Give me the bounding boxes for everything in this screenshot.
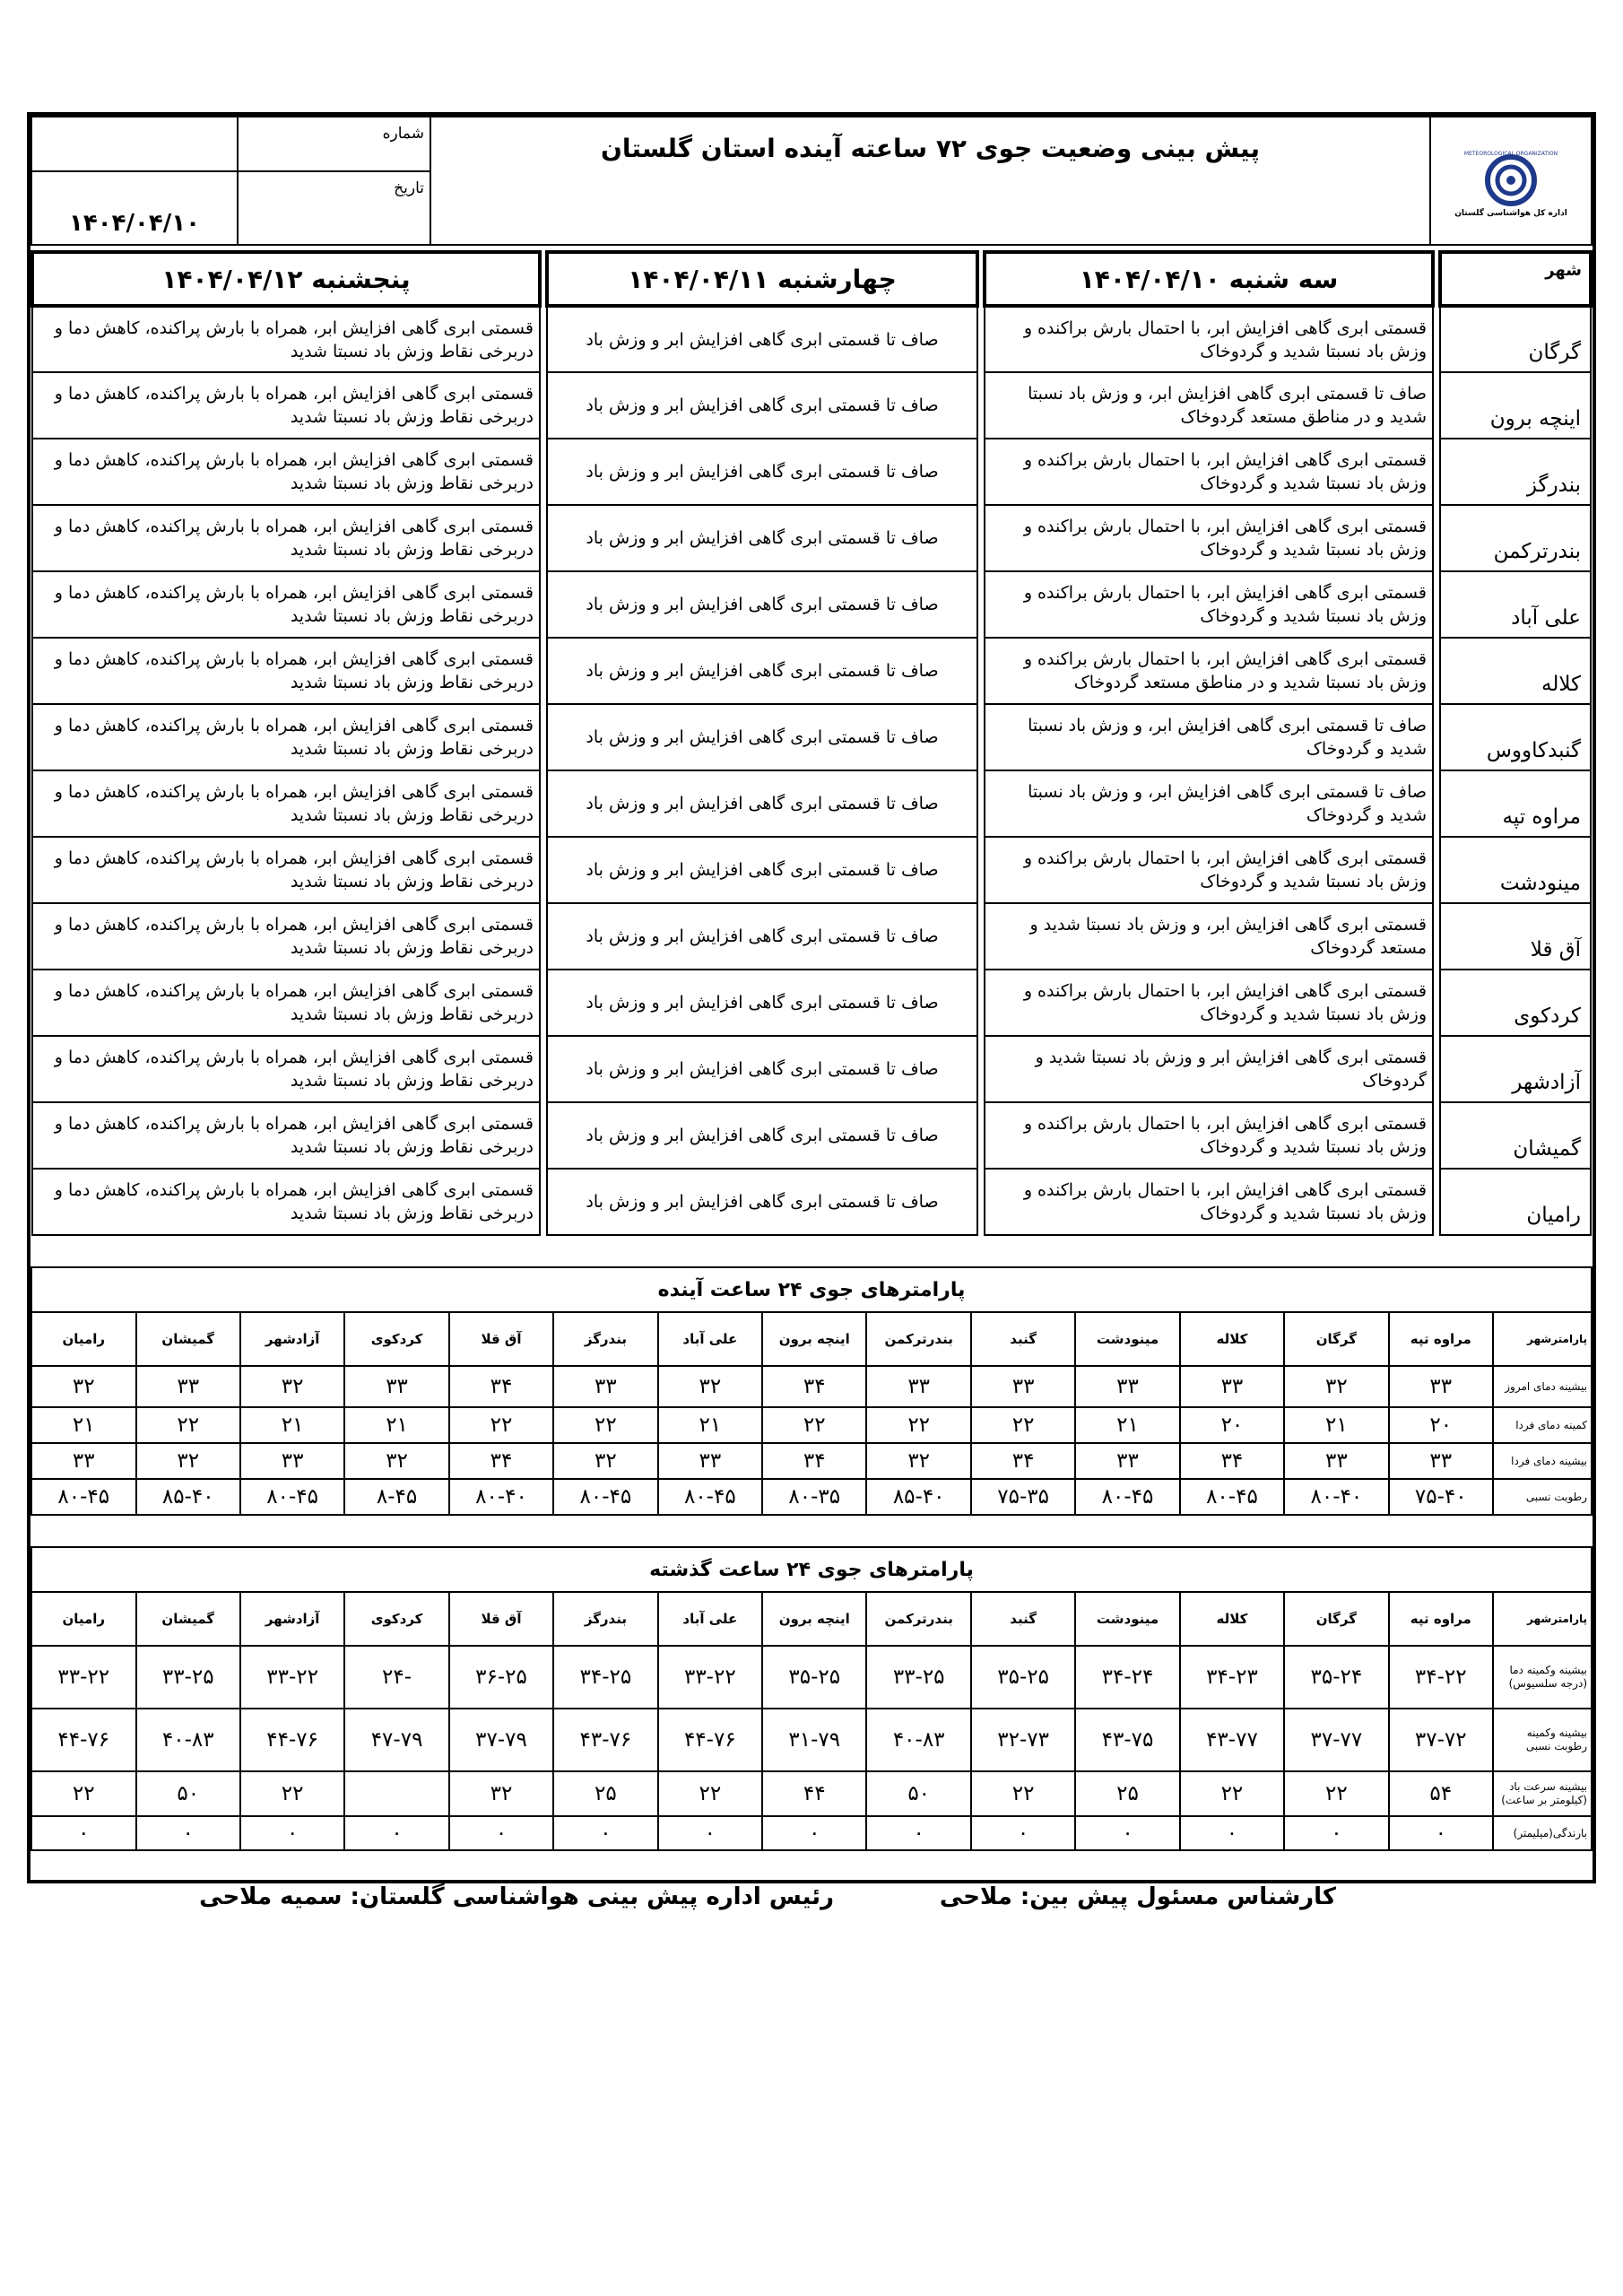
day2-forecast: صاف تا قسمتی ابری گاهی افزایش ابر و وزش باد bbox=[547, 837, 977, 903]
day3-header: پنجشنبه ۱۴۰۴/۰۴/۱۲ bbox=[32, 252, 540, 306]
column-gap bbox=[977, 638, 985, 704]
forecast-header-row bbox=[32, 252, 1591, 306]
param-value: ۳۳-۲۵ bbox=[136, 1646, 240, 1709]
bulletin-sheet bbox=[27, 112, 1596, 1883]
param-value: ۸۰-۴۰ bbox=[1284, 1479, 1388, 1515]
param-value: ۴۳-۷۷ bbox=[1180, 1709, 1284, 1771]
param-value: ۴۰-۸۳ bbox=[866, 1709, 970, 1771]
day1-forecast: قسمتی ابری گاهی افزایش ابر، با احتمال بارش براکنده و وزش باد نسبتا شدید و گردوخاک bbox=[985, 970, 1433, 1036]
org-name: اداره کل هواشناسی گلستان bbox=[1454, 208, 1567, 218]
param-label: رطوبت نسبی bbox=[1493, 1479, 1592, 1515]
param-value: ۴۴-۷۶ bbox=[658, 1709, 762, 1771]
column-gap bbox=[977, 837, 985, 903]
param-value: ۸۰-۴۵ bbox=[553, 1479, 657, 1515]
param-value: ۰ bbox=[1284, 1816, 1388, 1850]
param-value: ۸۵-۴۰ bbox=[866, 1479, 970, 1515]
param-city-header: گمیشان bbox=[136, 1592, 240, 1646]
param-value: ۰ bbox=[31, 1816, 136, 1850]
param-value: ۰ bbox=[866, 1816, 970, 1850]
column-gap bbox=[977, 505, 985, 571]
city-name: گرگان bbox=[1440, 306, 1591, 372]
day3-forecast: قسمتی ابری گاهی افزایش ابر، همراه با بارش پراکنده، کاهش دما و دربرخی نقاط وزش باد نسبتا شدید bbox=[32, 837, 540, 903]
day2-forecast: صاف تا قسمتی ابری گاهی افزایش ابر و وزش باد bbox=[547, 704, 977, 770]
param-city-header: آق قلا bbox=[449, 1312, 553, 1366]
param-value: ۳۲ bbox=[1284, 1366, 1388, 1407]
city-name: رامیان bbox=[1440, 1169, 1591, 1235]
param-header: پارامترشهر bbox=[1493, 1592, 1592, 1646]
day2-header: چهارشنبه ۱۴۰۴/۰۴/۱۱ bbox=[547, 252, 977, 306]
param-value: ۳۴ bbox=[449, 1443, 553, 1479]
column-gap bbox=[540, 1169, 547, 1235]
param-value: ۲۰ bbox=[1389, 1407, 1493, 1443]
param-label: بیشینه وکمینه رطوبت نسبی bbox=[1493, 1709, 1592, 1771]
param-value: ۳۳ bbox=[240, 1443, 344, 1479]
param-value: ۲۵ bbox=[1075, 1771, 1179, 1816]
column-gap bbox=[1433, 704, 1440, 770]
column-gap bbox=[540, 306, 547, 372]
param-value: ۳۳ bbox=[344, 1366, 448, 1407]
column-gap bbox=[540, 372, 547, 439]
column-gap bbox=[977, 970, 985, 1036]
forecast-row bbox=[32, 638, 1591, 704]
param-city-header: گنبد bbox=[971, 1592, 1075, 1646]
param-value: ۳۳ bbox=[866, 1366, 970, 1407]
param-city-header: کردکوی bbox=[344, 1592, 448, 1646]
column-gap bbox=[1433, 1169, 1440, 1235]
day2-forecast: صاف تا قسمتی ابری گاهی افزایش ابر و وزش باد bbox=[547, 638, 977, 704]
city-column-header: شهر bbox=[1440, 252, 1591, 306]
param-label: بیشینه دمای فردا bbox=[1493, 1443, 1592, 1479]
param-value: ۰ bbox=[553, 1816, 657, 1850]
param-value: ۸۵-۴۰ bbox=[136, 1479, 240, 1515]
forecaster-signature: کارشناس مسئول پیش بین: ملاحی bbox=[939, 1883, 1336, 1910]
param-row bbox=[31, 1646, 1592, 1709]
param-city-header: کلاله bbox=[1180, 1312, 1284, 1366]
param-value: ۷۵-۴۰ bbox=[1389, 1479, 1493, 1515]
param-value: ۳۱-۷۹ bbox=[762, 1709, 866, 1771]
column-gap bbox=[977, 1169, 985, 1235]
meteorology-logo-icon bbox=[1462, 144, 1560, 207]
param-city-header: بندرگز bbox=[553, 1312, 657, 1366]
column-gap bbox=[540, 505, 547, 571]
param-value: ۳۳ bbox=[1180, 1366, 1284, 1407]
param-city-header: کلاله bbox=[1180, 1592, 1284, 1646]
param-value: ۳۲ bbox=[344, 1443, 448, 1479]
city-name: اینچه برون bbox=[1440, 372, 1591, 439]
city-name: مینودشت bbox=[1440, 837, 1591, 903]
column-gap bbox=[540, 704, 547, 770]
param-row bbox=[31, 1771, 1592, 1816]
param-row bbox=[31, 1709, 1592, 1771]
day1-forecast: قسمتی ابری گاهی افزایش ابر، با احتمال بارش براکنده و وزش باد نسبتا شدید و گردوخاک bbox=[985, 1102, 1433, 1169]
day2-forecast: صاف تا قسمتی ابری گاهی افزایش ابر و وزش باد bbox=[547, 1036, 977, 1102]
forecast-row bbox=[32, 571, 1591, 638]
param-value: ۲۱ bbox=[658, 1407, 762, 1443]
head-signature: رئیس اداره پیش بینی هواشناسی گلستان: سمیه ملاحی bbox=[199, 1883, 834, 1910]
date-value: ۱۴۰۴/۰۴/۱۰ bbox=[31, 171, 238, 245]
param-value: ۲۱ bbox=[31, 1407, 136, 1443]
next24-params-table bbox=[30, 1266, 1593, 1516]
column-gap bbox=[540, 1036, 547, 1102]
param-value: ۳۲ bbox=[31, 1366, 136, 1407]
day2-forecast: صاف تا قسمتی ابری گاهی افزایش ابر و وزش باد bbox=[547, 571, 977, 638]
param-value: ۳۴-۲۴ bbox=[1075, 1646, 1179, 1709]
param-value: ۳۴ bbox=[449, 1366, 553, 1407]
param-city-header: مراوه تپه bbox=[1389, 1312, 1493, 1366]
column-gap bbox=[1433, 837, 1440, 903]
column-gap bbox=[1433, 970, 1440, 1036]
number-value bbox=[31, 117, 238, 171]
param-city-header: گنبد bbox=[971, 1312, 1075, 1366]
column-gap bbox=[1433, 770, 1440, 837]
column-gap bbox=[540, 970, 547, 1036]
param-value: ۸۰-۴۵ bbox=[31, 1479, 136, 1515]
param-value: ۳۴ bbox=[762, 1443, 866, 1479]
forecast-row bbox=[32, 903, 1591, 970]
param-value: ۰ bbox=[240, 1816, 344, 1850]
param-value: ۲۲ bbox=[240, 1771, 344, 1816]
column-gap bbox=[1433, 505, 1440, 571]
param-value: ۳۴-۲۳ bbox=[1180, 1646, 1284, 1709]
forecast-row bbox=[32, 770, 1591, 837]
param-value: ۲۲ bbox=[31, 1771, 136, 1816]
day1-forecast: قسمتی ابری گاهی افزایش ابر، با احتمال بارش براکنده و وزش باد نسبتا شدید و در مناطق مستعد گردوخاک bbox=[985, 638, 1433, 704]
param-row bbox=[31, 1443, 1592, 1479]
city-name: بندرگز bbox=[1440, 439, 1591, 505]
org-logo bbox=[1430, 117, 1592, 245]
param-value: ۳۲-۷۳ bbox=[971, 1709, 1075, 1771]
city-name: کردکوی bbox=[1440, 970, 1591, 1036]
param-value: ۸-۴۵ bbox=[344, 1479, 448, 1515]
param-label: بیشینه سرعت باد (کیلومتر بر ساعت) bbox=[1493, 1771, 1592, 1816]
param-value: ۸۰-۴۵ bbox=[1075, 1479, 1179, 1515]
param-value: ۴۳-۷۵ bbox=[1075, 1709, 1179, 1771]
day1-forecast: قسمتی ابری گاهی افزایش ابر، با احتمال بارش براکنده و وزش باد نسبتا شدید و گردوخاک bbox=[985, 306, 1433, 372]
forecast-row bbox=[32, 306, 1591, 372]
column-gap bbox=[540, 638, 547, 704]
param-value: ۳۴-۲۲ bbox=[1389, 1646, 1493, 1709]
param-value: ۴۴ bbox=[762, 1771, 866, 1816]
param-value: ۰ bbox=[1180, 1816, 1284, 1850]
param-value: ۳۴-۲۵ bbox=[553, 1646, 657, 1709]
param-value: ۰ bbox=[136, 1816, 240, 1850]
param-value: ۲۲ bbox=[136, 1407, 240, 1443]
param-value: ۳۳ bbox=[1075, 1443, 1179, 1479]
day2-forecast: صاف تا قسمتی ابری گاهی افزایش ابر و وزش باد bbox=[547, 505, 977, 571]
forecast-row bbox=[32, 1169, 1591, 1235]
param-row bbox=[31, 1479, 1592, 1515]
param-value: ۳۳-۲۲ bbox=[658, 1646, 762, 1709]
param-value: ۲۲ bbox=[449, 1407, 553, 1443]
column-gap bbox=[1433, 903, 1440, 970]
day2-forecast: صاف تا قسمتی ابری گاهی افزایش ابر و وزش باد bbox=[547, 770, 977, 837]
param-value: ۳۶-۲۵ bbox=[449, 1646, 553, 1709]
column-gap bbox=[977, 704, 985, 770]
day1-forecast: قسمتی ابری گاهی افزایش ابر، و وزش باد نسبتا شدید و مستعد گردوخاک bbox=[985, 903, 1433, 970]
param-value: ۰ bbox=[1389, 1816, 1493, 1850]
column-gap bbox=[1433, 372, 1440, 439]
column-gap bbox=[540, 770, 547, 837]
city-name: آق قلا bbox=[1440, 903, 1591, 970]
param-value: ۳۳ bbox=[1284, 1443, 1388, 1479]
day1-forecast: صاف تا قسمتی ابری گاهی افزایش ابر، و وزش باد نسبتا شدید و گردوخاک bbox=[985, 770, 1433, 837]
day2-forecast: صاف تا قسمتی ابری گاهی افزایش ابر و وزش باد bbox=[547, 903, 977, 970]
param-value: ۳۳ bbox=[553, 1366, 657, 1407]
day3-forecast: قسمتی ابری گاهی افزایش ابر، همراه با بارش پراکنده، کاهش دما و دربرخی نقاط وزش باد نسبتا شدید bbox=[32, 638, 540, 704]
column-gap bbox=[977, 306, 985, 372]
past24-params-table bbox=[30, 1546, 1593, 1851]
column-gap bbox=[977, 770, 985, 837]
param-city-header: علی آباد bbox=[658, 1312, 762, 1366]
param-value: ۳۳ bbox=[1389, 1366, 1493, 1407]
column-gap bbox=[1433, 638, 1440, 704]
param-city-header: آق قلا bbox=[449, 1592, 553, 1646]
column-gap bbox=[540, 837, 547, 903]
forecast-table bbox=[30, 250, 1593, 1236]
param-value: ۲۲ bbox=[553, 1407, 657, 1443]
param-value: ۳۲ bbox=[866, 1443, 970, 1479]
day1-forecast: قسمتی ابری گاهی افزایش ابر، با احتمال بارش براکنده و وزش باد نسبتا شدید و گردوخاک bbox=[985, 505, 1433, 571]
column-gap bbox=[977, 571, 985, 638]
param-value: ۳۳ bbox=[1075, 1366, 1179, 1407]
bulletin-header bbox=[30, 116, 1593, 246]
day3-forecast: قسمتی ابری گاهی افزایش ابر، همراه با بارش پراکنده، کاهش دما و دربرخی نقاط وزش باد نسبتا شدید bbox=[32, 571, 540, 638]
day3-forecast: قسمتی ابری گاهی افزایش ابر، همراه با بارش پراکنده، کاهش دما و دربرخی نقاط وزش باد نسبتا شدید bbox=[32, 306, 540, 372]
column-gap bbox=[540, 1102, 547, 1169]
param-header: پارامترشهر bbox=[1493, 1312, 1592, 1366]
param-value: ۲۱ bbox=[344, 1407, 448, 1443]
city-name: کلاله bbox=[1440, 638, 1591, 704]
param-city-header: مینودشت bbox=[1075, 1592, 1179, 1646]
date-label: تاریخ bbox=[238, 171, 430, 245]
param-value: ۰ bbox=[658, 1816, 762, 1850]
day3-forecast: قسمتی ابری گاهی افزایش ابر، همراه با بارش پراکنده، کاهش دما و دربرخی نقاط وزش باد نسبتا شدید bbox=[32, 1169, 540, 1235]
param-city-header: گرگان bbox=[1284, 1312, 1388, 1366]
city-name: علی آباد bbox=[1440, 571, 1591, 638]
day1-forecast: قسمتی ابری گاهی افزایش ابر، با احتمال بارش براکنده و وزش باد نسبتا شدید و گردوخاک bbox=[985, 571, 1433, 638]
param-city-header: آزادشهر bbox=[240, 1592, 344, 1646]
param-label: کمینه دمای فردا bbox=[1493, 1407, 1592, 1443]
day3-forecast: قسمتی ابری گاهی افزایش ابر، همراه با بارش پراکنده، کاهش دما و دربرخی نقاط وزش باد نسبتا شدید bbox=[32, 1102, 540, 1169]
param-value: ۳۵-۲۵ bbox=[971, 1646, 1075, 1709]
param-value: ۲۲ bbox=[1180, 1771, 1284, 1816]
param-value: ۳۷-۷۲ bbox=[1389, 1709, 1493, 1771]
param-row bbox=[31, 1407, 1592, 1443]
param-value: ۲۲ bbox=[866, 1407, 970, 1443]
param-value: ۳۲ bbox=[553, 1443, 657, 1479]
param-value: ۰ bbox=[971, 1816, 1075, 1850]
param-value: ۲۱ bbox=[1284, 1407, 1388, 1443]
column-gap bbox=[977, 903, 985, 970]
param-value: ۰ bbox=[344, 1816, 448, 1850]
city-name: مراوه تپه bbox=[1440, 770, 1591, 837]
param-value: ۳۷-۷۷ bbox=[1284, 1709, 1388, 1771]
param-city-header: گمیشان bbox=[136, 1312, 240, 1366]
param-value: ۰ bbox=[762, 1816, 866, 1850]
param-value: ۰ bbox=[1075, 1816, 1179, 1850]
param-value: ۳۳-۲۲ bbox=[31, 1646, 136, 1709]
day3-forecast: قسمتی ابری گاهی افزایش ابر، همراه با بارش پراکنده، کاهش دما و دربرخی نقاط وزش باد نسبتا شدید bbox=[32, 439, 540, 505]
param-value: ۸۰-۴۰ bbox=[449, 1479, 553, 1515]
day1-forecast: صاف تا قسمتی ابری گاهی افزایش ابر، و وزش باد نسبتا شدید و در مناطق مستعد گردوخاک bbox=[985, 372, 1433, 439]
column-gap bbox=[540, 903, 547, 970]
param-label: بیشینه وکمینه دما (درجه سلسیوس) bbox=[1493, 1646, 1592, 1709]
param-value: ۳۵-۲۴ bbox=[1284, 1646, 1388, 1709]
forecast-row bbox=[32, 1036, 1591, 1102]
param-value: ۴۳-۷۶ bbox=[553, 1709, 657, 1771]
param-value: ۴۴-۷۶ bbox=[31, 1709, 136, 1771]
param-value: ۲۲ bbox=[658, 1771, 762, 1816]
day1-header: سه شنبه ۱۴۰۴/۰۴/۱۰ bbox=[985, 252, 1433, 306]
day1-forecast: صاف تا قسمتی ابری گاهی افزایش ابر، و وزش باد نسبتا شدید و گردوخاک bbox=[985, 704, 1433, 770]
param-row bbox=[31, 1366, 1592, 1407]
param-value: ۲۱ bbox=[1075, 1407, 1179, 1443]
param-city-header: اینچه برون bbox=[762, 1592, 866, 1646]
day2-forecast: صاف تا قسمتی ابری گاهی افزایش ابر و وزش باد bbox=[547, 1169, 977, 1235]
param-value: ۳۴ bbox=[762, 1366, 866, 1407]
param-value: ۳۲ bbox=[658, 1366, 762, 1407]
param-city-header: گرگان bbox=[1284, 1592, 1388, 1646]
city-name: بندرترکمن bbox=[1440, 505, 1591, 571]
day3-forecast: قسمتی ابری گاهی افزایش ابر، همراه با بارش پراکنده، کاهش دما و دربرخی نقاط وزش باد نسبتا شدید bbox=[32, 970, 540, 1036]
day3-forecast: قسمتی ابری گاهی افزایش ابر، همراه با بارش پراکنده، کاهش دما و دربرخی نقاط وزش باد نسبتا شدید bbox=[32, 903, 540, 970]
day2-forecast: صاف تا قسمتی ابری گاهی افزایش ابر و وزش باد bbox=[547, 306, 977, 372]
param-value: ۴۷-۷۹ bbox=[344, 1709, 448, 1771]
city-name: آزادشهر bbox=[1440, 1036, 1591, 1102]
column-gap bbox=[1433, 571, 1440, 638]
param-value: ۲۲ bbox=[971, 1771, 1075, 1816]
param-city-header: بندرگز bbox=[553, 1592, 657, 1646]
param-value: ۳۳ bbox=[971, 1366, 1075, 1407]
param-label: بیشینه دمای امروز bbox=[1493, 1366, 1592, 1407]
day1-forecast: قسمتی ابری گاهی افزایش ابر و وزش باد نسبتا شدید و گردوخاک bbox=[985, 1036, 1433, 1102]
param-value: ۸۰-۳۵ bbox=[762, 1479, 866, 1515]
param-value: ۳۴ bbox=[971, 1443, 1075, 1479]
day3-forecast: قسمتی ابری گاهی افزایش ابر، همراه با بارش پراکنده، کاهش دما و دربرخی نقاط وزش باد نسبتا شدید bbox=[32, 505, 540, 571]
day3-forecast: قسمتی ابری گاهی افزایش ابر، همراه با بارش پراکنده، کاهش دما و دربرخی نقاط وزش باد نسبتا شدید bbox=[32, 704, 540, 770]
day2-forecast: صاف تا قسمتی ابری گاهی افزایش ابر و وزش باد bbox=[547, 439, 977, 505]
param-value: ۸۰-۴۵ bbox=[658, 1479, 762, 1515]
day2-forecast: صاف تا قسمتی ابری گاهی افزایش ابر و وزش باد bbox=[547, 970, 977, 1036]
city-name: گمیشان bbox=[1440, 1102, 1591, 1169]
day3-forecast: قسمتی ابری گاهی افزایش ابر، همراه با بارش پراکنده، کاهش دما و دربرخی نقاط وزش باد نسبتا شدید bbox=[32, 1036, 540, 1102]
forecast-row bbox=[32, 970, 1591, 1036]
param-value: ۴۴-۷۶ bbox=[240, 1709, 344, 1771]
city-name: گنبدکاووس bbox=[1440, 704, 1591, 770]
param-value: ۳۲ bbox=[449, 1771, 553, 1816]
param-value: ۳۷-۷۹ bbox=[449, 1709, 553, 1771]
param-value: ۲۰ bbox=[1180, 1407, 1284, 1443]
day1-forecast: قسمتی ابری گاهی افزایش ابر، با احتمال بارش براکنده و وزش باد نسبتا شدید و گردوخاک bbox=[985, 439, 1433, 505]
param-value: ۳۵-۲۵ bbox=[762, 1646, 866, 1709]
forecast-row bbox=[32, 1102, 1591, 1169]
param-value: ۳۳-۲۵ bbox=[866, 1646, 970, 1709]
param-city-header: اینچه برون bbox=[762, 1312, 866, 1366]
column-gap bbox=[1433, 1102, 1440, 1169]
param-value: ۳۳-۲۲ bbox=[240, 1646, 344, 1709]
day2-forecast: صاف تا قسمتی ابری گاهی افزایش ابر و وزش باد bbox=[547, 372, 977, 439]
param-value: -۲۴ bbox=[344, 1646, 448, 1709]
param-value: ۸۰-۴۵ bbox=[240, 1479, 344, 1515]
column-gap bbox=[1433, 1036, 1440, 1102]
day3-forecast: قسمتی ابری گاهی افزایش ابر، همراه با بارش پراکنده، کاهش دما و دربرخی نقاط وزش باد نسبتا شدید bbox=[32, 770, 540, 837]
param-value bbox=[344, 1771, 448, 1816]
bulletin-title: پیش بینی وضعیت جوی ۷۲ ساعته آینده استان گلستان bbox=[430, 117, 1430, 245]
param-value: ۸۰-۴۵ bbox=[1180, 1479, 1284, 1515]
param-city-header: بندرترکمن bbox=[866, 1312, 970, 1366]
number-label: شماره bbox=[238, 117, 430, 171]
forecast-row bbox=[32, 372, 1591, 439]
param-city-header: آزادشهر bbox=[240, 1312, 344, 1366]
day1-forecast: قسمتی ابری گاهی افزایش ابر، با احتمال بارش براکنده و وزش باد نسبتا شدید و گردوخاک bbox=[985, 837, 1433, 903]
param-city-header: بندرترکمن bbox=[866, 1592, 970, 1646]
param-value: ۲۲ bbox=[762, 1407, 866, 1443]
param-value: ۲۲ bbox=[971, 1407, 1075, 1443]
column-gap bbox=[540, 439, 547, 505]
param-value: ۷۵-۳۵ bbox=[971, 1479, 1075, 1515]
param-value: ۳۲ bbox=[136, 1443, 240, 1479]
forecast-row bbox=[32, 704, 1591, 770]
param-value: ۵۰ bbox=[866, 1771, 970, 1816]
column-gap bbox=[540, 571, 547, 638]
param-value: ۰ bbox=[449, 1816, 553, 1850]
param-value: ۲۱ bbox=[240, 1407, 344, 1443]
param-row bbox=[31, 1816, 1592, 1850]
section-title: پارامترهای جوی ۲۴ ساعت گذشته bbox=[31, 1547, 1592, 1592]
day2-forecast: صاف تا قسمتی ابری گاهی افزایش ابر و وزش باد bbox=[547, 1102, 977, 1169]
section-title: پارامترهای جوی ۲۴ ساعت آینده bbox=[31, 1267, 1592, 1312]
column-gap bbox=[977, 1102, 985, 1169]
param-value: ۳۴ bbox=[1180, 1443, 1284, 1479]
forecast-row bbox=[32, 439, 1591, 505]
param-value: ۴۰-۸۳ bbox=[136, 1709, 240, 1771]
param-city-header: علی آباد bbox=[658, 1592, 762, 1646]
param-value: ۵۴ bbox=[1389, 1771, 1493, 1816]
param-city-header: رامیان bbox=[31, 1312, 136, 1366]
param-value: ۳۳ bbox=[31, 1443, 136, 1479]
column-gap bbox=[1433, 439, 1440, 505]
param-value: ۳۲ bbox=[240, 1366, 344, 1407]
column-gap bbox=[977, 439, 985, 505]
day3-forecast: قسمتی ابری گاهی افزایش ابر، همراه با بارش پراکنده، کاهش دما و دربرخی نقاط وزش باد نسبتا شدید bbox=[32, 372, 540, 439]
param-value: ۲۵ bbox=[553, 1771, 657, 1816]
param-label: بارندگی(میلیمتر) bbox=[1493, 1816, 1592, 1850]
param-city-header: مراوه تپه bbox=[1389, 1592, 1493, 1646]
column-gap bbox=[977, 1036, 985, 1102]
column-gap bbox=[1433, 306, 1440, 372]
svg-text:METEOROLOGICAL ORGANIZATION: METEOROLOGICAL ORGANIZATION bbox=[1463, 150, 1558, 157]
param-value: ۳۳ bbox=[1389, 1443, 1493, 1479]
param-value: ۲۲ bbox=[1284, 1771, 1388, 1816]
forecast-row bbox=[32, 505, 1591, 571]
param-value: ۳۳ bbox=[136, 1366, 240, 1407]
param-city-header: مینودشت bbox=[1075, 1312, 1179, 1366]
param-city-header: رامیان bbox=[31, 1592, 136, 1646]
param-value: ۳۳ bbox=[658, 1443, 762, 1479]
forecast-row bbox=[32, 837, 1591, 903]
column-gap bbox=[977, 372, 985, 439]
param-city-header: کردکوی bbox=[344, 1312, 448, 1366]
day1-forecast: قسمتی ابری گاهی افزایش ابر، با احتمال بارش براکنده و وزش باد نسبتا شدید و گردوخاک bbox=[985, 1169, 1433, 1235]
param-value: ۵۰ bbox=[136, 1771, 240, 1816]
